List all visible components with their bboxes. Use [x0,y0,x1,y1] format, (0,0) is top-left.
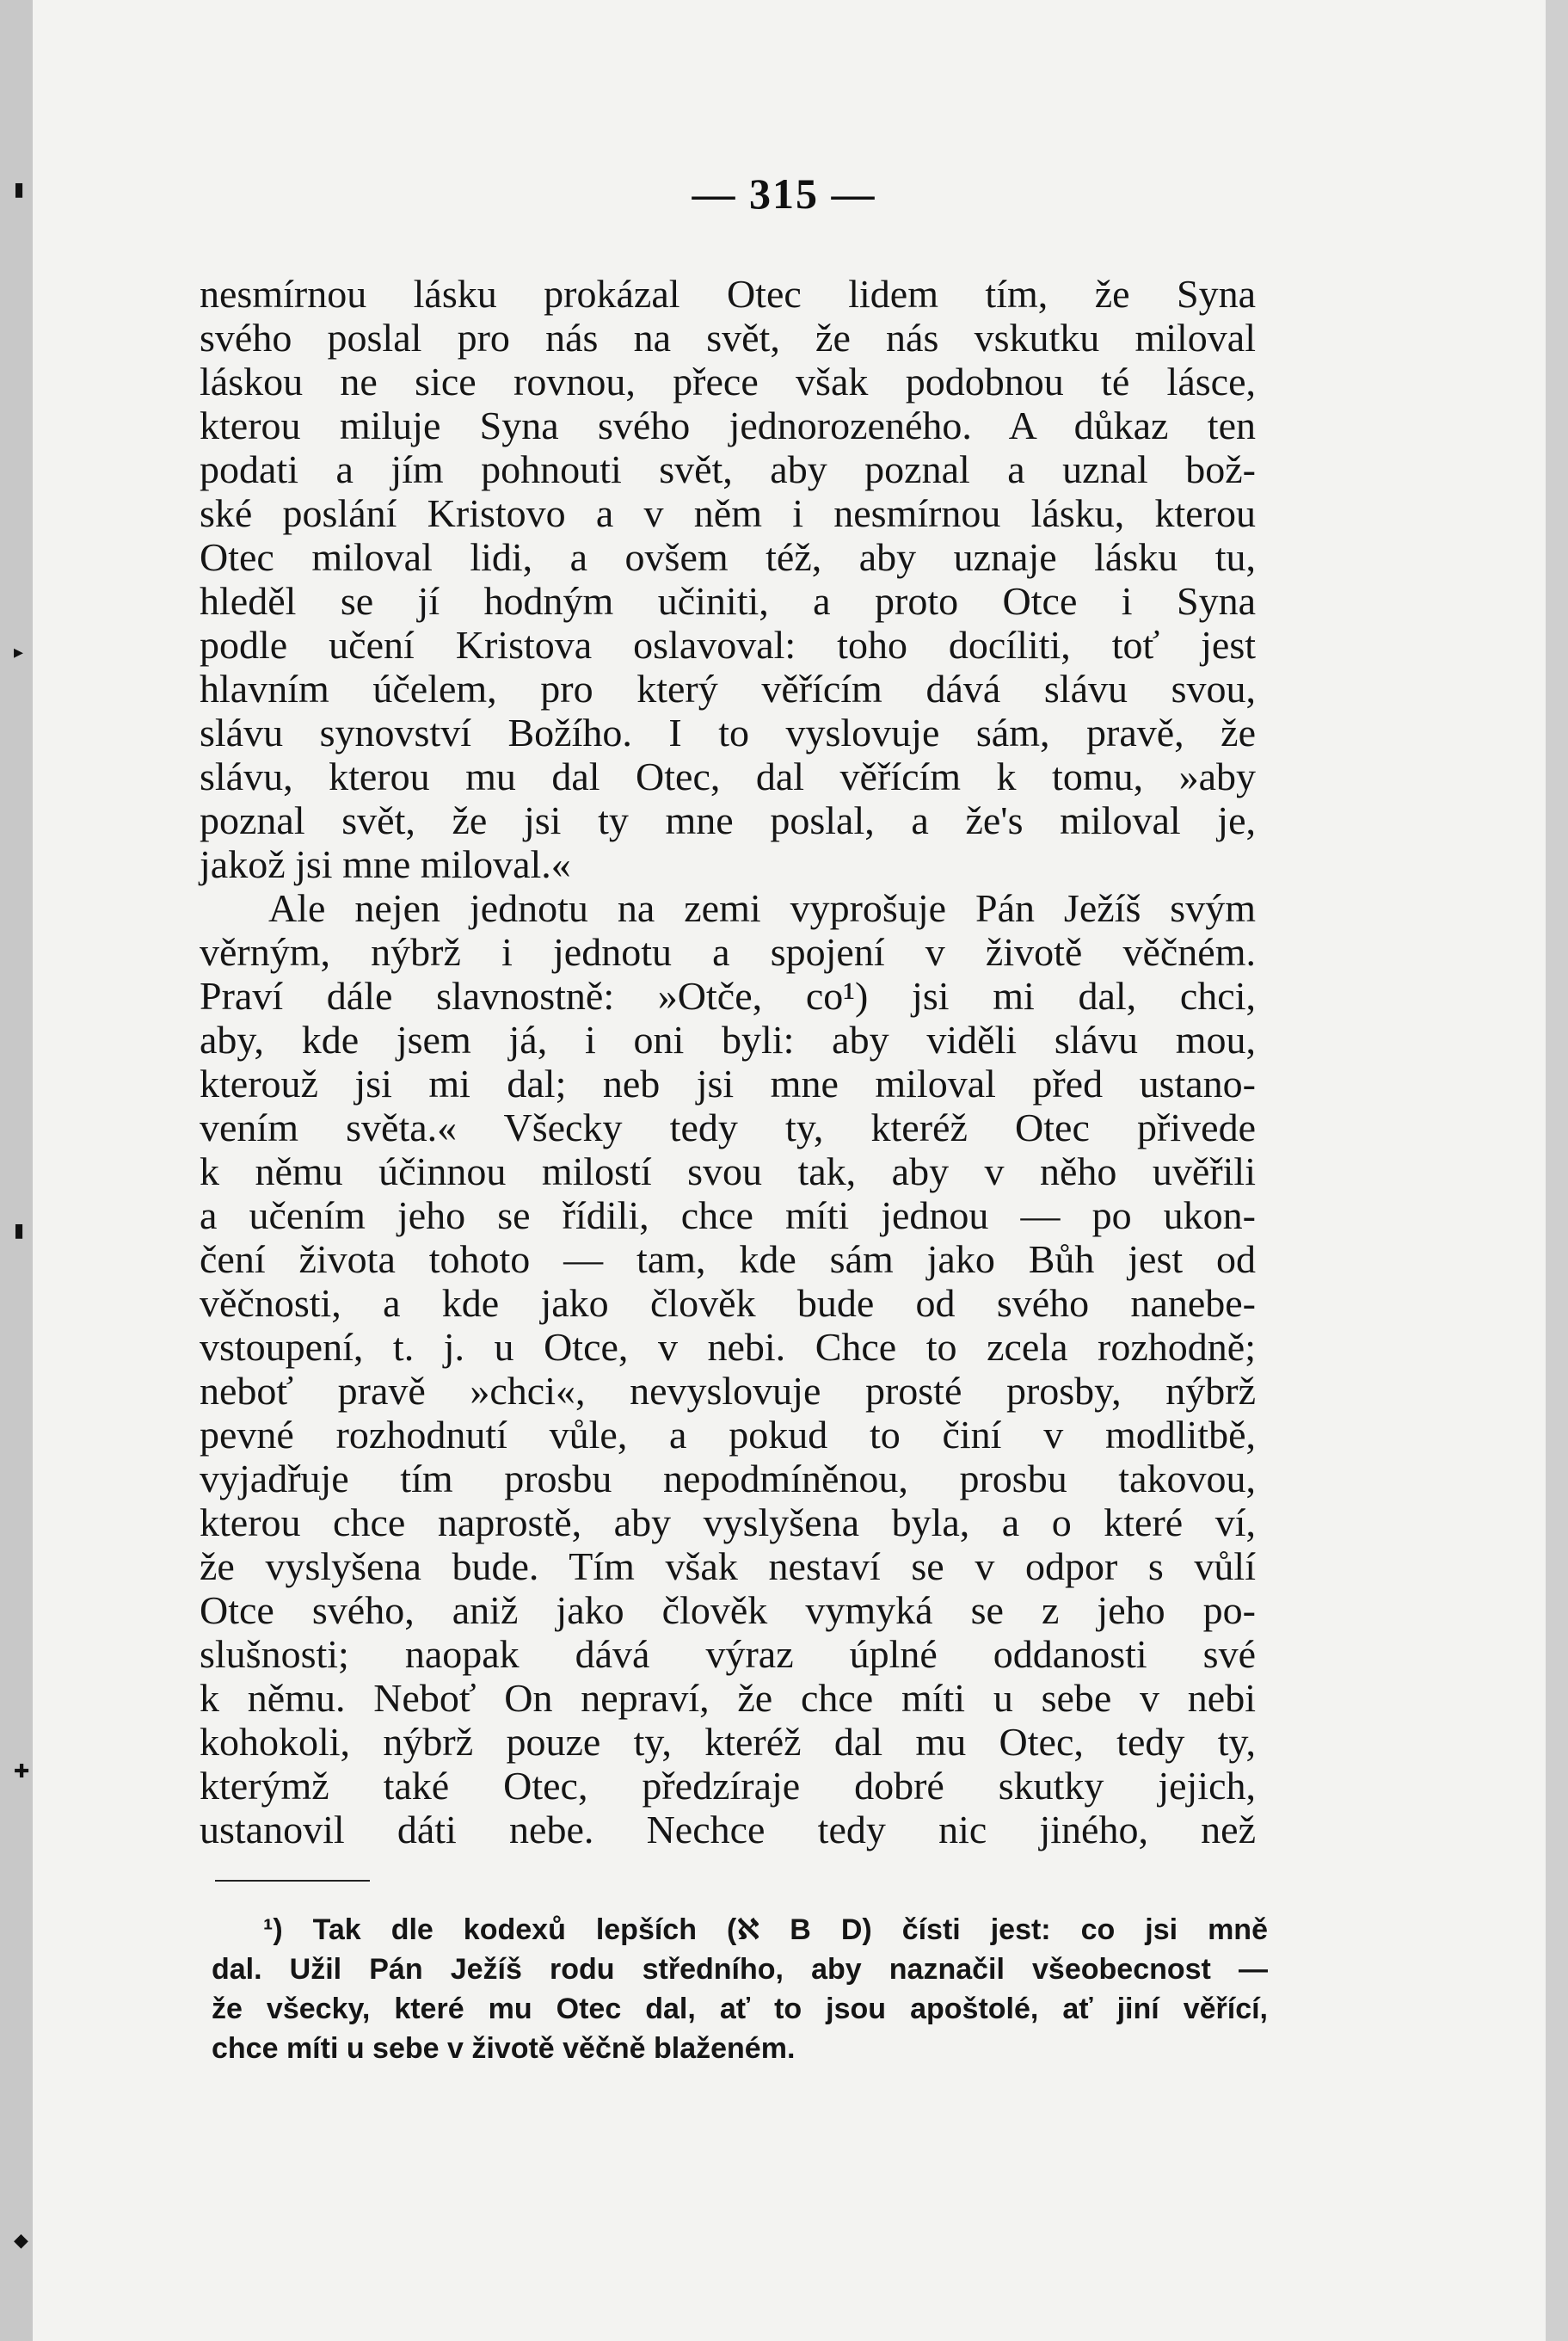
text-line: k němu účinnou milostí svou tak, aby v něho uvěřili [200,1149,1256,1193]
footnote-line: chce míti u sebe v životě věčně blaženém. [212,2032,796,2065]
footnote-line: že všecky, které mu Otec dal, ať to jsou apoštolé, ať jiní věřící, [212,1993,1268,2025]
edge-mark-icon: ✚ [14,1761,30,1783]
text-line: podle učení Kristova oslavoval: toho docíliti, toť jest [200,623,1256,667]
footnote-line: ¹) Tak dle kodexů lepších (ℵ B D) čísti jest: co jsi mně [263,1913,1268,1946]
text-line: čení života tohoto — tam, kde sám jako Bůh jest od [200,1237,1256,1281]
text-line: neboť pravě »chci«, nevyslovuje prosté prosby, nýbrž [200,1369,1256,1413]
text-line: nesmírnou lásku prokázal Otec lidem tím, že Syna [200,272,1256,316]
footnote [212,1910,1268,2068]
text-line: slávu synovství Božího. I to vyslovuje sám, pravě, že [200,711,1256,755]
text-line: vyjadřuje tím prosbu nepodmíněnou, prosbu takovou, [200,1457,1256,1500]
left-book-edge [0,0,35,2341]
edge-mark-icon: ▸ [14,642,24,663]
text-line: aby, kde jsem já, i oni byli: aby viděli slávu mou, [200,1018,1256,1062]
text-line: věčnosti, a kde jako člověk bude od svého nanebe- [200,1281,1256,1325]
right-book-edge [1546,0,1568,2341]
text-line: slávu, kterou mu dal Otec, dal věřícím k tomu, »aby [200,755,1256,798]
text-line: ské poslání Kristovo a v něm i nesmírnou lásku, kterou [200,491,1256,535]
text-line: ustanovil dáti nebe. Nechce tedy nic jiného, než [200,1808,1256,1851]
text-line: Ale nejen jednotu na zemi vyprošuje Pán Ježíš svým [268,886,1256,930]
text-line: kterou miluje Syna svého jednorozeného. A důkaz ten [200,404,1256,447]
text-line: kterýmž také Otec, předzíraje dobré skutky jejich, [200,1764,1256,1808]
edge-mark-icon: ▮ [14,1220,25,1241]
text-line: hlavním účelem, pro který věřícím dává slávu svou, [200,667,1256,711]
text-line: pevné rozhodnutí vůle, a pokud to činí v modlitbě, [200,1413,1256,1457]
footnote-divider [215,1880,370,1882]
text-line: slušnosti; naopak dává výraz úplné oddanosti své [200,1632,1256,1676]
edge-mark-icon: ▮ [14,179,25,200]
text-line: láskou ne sice rovnou, přece však podobnou té lásce, [200,360,1256,404]
text-line: vením světa.« Všecky tedy ty, kteréž Otec přivede [200,1106,1256,1149]
text-line: poznal svět, že jsi ty mne poslal, a že's miloval je, [200,798,1256,842]
paragraph-2 [200,886,1256,1851]
text-line: Praví dále slavnostně: »Otče, co¹) jsi mi dal, chci, [200,974,1256,1018]
main-text [200,272,1256,1851]
text-line: podati a jím pohnouti svět, aby poznal a uznal bož- [200,447,1256,491]
page-number: — 315 — [692,169,876,218]
footnote-line: dal. Užil Pán Ježíš rodu středního, aby naznačil všeobecnost — [212,1953,1268,1986]
text-line: svého poslal pro nás na svět, že nás vskutku miloval [200,316,1256,360]
text-line: hleděl se jí hodným učiniti, a proto Otce i Syna [200,579,1256,623]
text-line: Otec miloval lidi, a ovšem též, aby uznaje lásku tu, [200,535,1256,579]
text-line: Otce svého, aniž jako člověk vymyká se z jeho po- [200,1588,1256,1632]
text-line: kterouž jsi mi dal; neb jsi mne miloval před ustano- [200,1062,1256,1106]
text-line: vstoupení, t. j. u Otce, v nebi. Chce to zcela rozhodně; [200,1325,1256,1369]
paragraph-1 [200,272,1256,886]
text-line: kterou chce naprostě, aby vyslyšena byla, a o které ví, [200,1500,1256,1544]
text-line: kohokoli, nýbrž pouze ty, kteréž dal mu Otec, tedy ty, [200,1720,1256,1764]
text-line: k němu. Neboť On nepraví, že chce míti u sebe v nebi [200,1676,1256,1720]
text-line: jakož jsi mne miloval.« [200,842,571,886]
text-line: že vyslyšena bude. Tím však nestaví se v odpor s vůlí [200,1544,1256,1588]
edge-mark-icon: ◆ [14,2230,28,2252]
text-line: věrným, nýbrž i jednotu a spojení v životě věčném. [200,930,1256,974]
text-line: a učením jeho se řídili, chce míti jednou — po ukon- [200,1193,1256,1237]
